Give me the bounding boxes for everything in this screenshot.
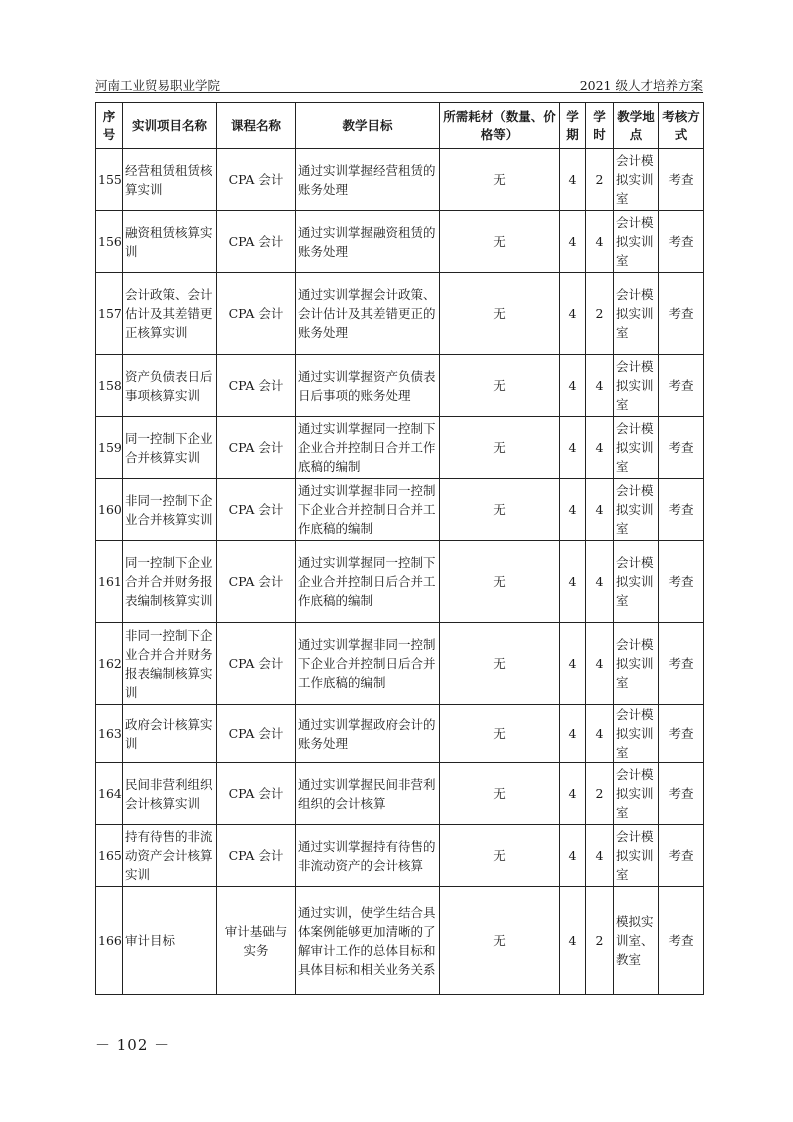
row-project-name: 政府会计核算实训 xyxy=(123,705,217,763)
row-term: 4 xyxy=(560,541,586,623)
header-col-term: 学期 xyxy=(560,103,586,149)
row-course: CPA 会计 xyxy=(217,705,296,763)
row-place: 会计模拟实训室 xyxy=(614,705,659,763)
row-place: 会计模拟实训室 xyxy=(614,149,659,211)
row-number: 159 xyxy=(96,417,123,479)
page-number: － 102 － xyxy=(95,1036,171,1054)
row-place: 模拟实训室、教室 xyxy=(614,887,659,995)
row-goal: 通过实训掌握经营租赁的账务处理 xyxy=(296,149,440,211)
row-place: 会计模拟实训室 xyxy=(614,273,659,355)
row-goal: 通过实训掌握持有待售的非流动资产的会计核算 xyxy=(296,825,440,887)
row-hours: 2 xyxy=(586,273,614,355)
row-hours: 4 xyxy=(586,623,614,705)
row-exam: 考查 xyxy=(659,355,704,417)
row-course: CPA 会计 xyxy=(217,211,296,273)
row-number: 165 xyxy=(96,825,123,887)
row-exam: 考查 xyxy=(659,479,704,541)
table-header-row xyxy=(96,103,704,149)
row-course: CPA 会计 xyxy=(217,763,296,825)
training-table xyxy=(95,102,704,995)
row-course: CPA 会计 xyxy=(217,355,296,417)
row-course: CPA 会计 xyxy=(217,623,296,705)
row-materials: 无 xyxy=(440,211,560,273)
row-number: 164 xyxy=(96,763,123,825)
row-goal: 通过实训掌握融资租赁的账务处理 xyxy=(296,211,440,273)
row-materials: 无 xyxy=(440,479,560,541)
table-row xyxy=(96,149,704,211)
row-term: 4 xyxy=(560,355,586,417)
table-row xyxy=(96,273,704,355)
row-place: 会计模拟实训室 xyxy=(614,417,659,479)
row-materials: 无 xyxy=(440,825,560,887)
row-course: CPA 会计 xyxy=(217,479,296,541)
row-course: CPA 会计 xyxy=(217,825,296,887)
row-number: 160 xyxy=(96,479,123,541)
row-term: 4 xyxy=(560,417,586,479)
row-place: 会计模拟实训室 xyxy=(614,541,659,623)
row-materials: 无 xyxy=(440,705,560,763)
row-hours: 4 xyxy=(586,417,614,479)
row-exam: 考查 xyxy=(659,211,704,273)
row-term: 4 xyxy=(560,623,586,705)
row-hours: 2 xyxy=(586,149,614,211)
row-project-name: 民间非营利组织会计核算实训 xyxy=(123,763,217,825)
row-materials: 无 xyxy=(440,623,560,705)
row-materials: 无 xyxy=(440,887,560,995)
header-school-name: 河南工业贸易职业学院 xyxy=(95,78,221,93)
row-number: 157 xyxy=(96,273,123,355)
row-exam: 考查 xyxy=(659,887,704,995)
table-row xyxy=(96,417,704,479)
table-row xyxy=(96,763,704,825)
row-number: 156 xyxy=(96,211,123,273)
row-course: CPA 会计 xyxy=(217,273,296,355)
row-project-name: 经营租赁租赁核算实训 xyxy=(123,149,217,211)
row-course: 审计基础与实务 xyxy=(217,887,296,995)
header-col-materials: 所需耗材（数量、价格等） xyxy=(440,103,560,149)
row-exam: 考查 xyxy=(659,763,704,825)
row-exam: 考查 xyxy=(659,541,704,623)
row-term: 4 xyxy=(560,825,586,887)
row-term: 4 xyxy=(560,763,586,825)
row-hours: 4 xyxy=(586,705,614,763)
row-goal: 通过实训掌握政府会计的账务处理 xyxy=(296,705,440,763)
row-term: 4 xyxy=(560,149,586,211)
row-goal: 通过实训掌握同一控制下企业合并控制日合并工作底稿的编制 xyxy=(296,417,440,479)
row-project-name: 非同一控制下企业合并核算实训 xyxy=(123,479,217,541)
row-project-name: 审计目标 xyxy=(123,887,217,995)
row-materials: 无 xyxy=(440,417,560,479)
row-place: 会计模拟实训室 xyxy=(614,211,659,273)
row-exam: 考查 xyxy=(659,825,704,887)
row-project-name: 持有待售的非流动资产会计核算实训 xyxy=(123,825,217,887)
row-project-name: 会计政策、会计估计及其差错更正核算实训 xyxy=(123,273,217,355)
row-materials: 无 xyxy=(440,763,560,825)
row-place: 会计模拟实训室 xyxy=(614,763,659,825)
row-hours: 4 xyxy=(586,825,614,887)
row-number: 158 xyxy=(96,355,123,417)
row-exam: 考查 xyxy=(659,417,704,479)
table-row xyxy=(96,479,704,541)
row-number: 162 xyxy=(96,623,123,705)
row-term: 4 xyxy=(560,211,586,273)
row-goal: 通过实训掌握资产负债表日后事项的账务处理 xyxy=(296,355,440,417)
row-term: 4 xyxy=(560,273,586,355)
row-goal: 通过实训掌握会计政策、会计估计及其差错更正的账务处理 xyxy=(296,273,440,355)
row-project-name: 非同一控制下企业合并合并财务报表编制核算实训 xyxy=(123,623,217,705)
header-col-place: 教学地点 xyxy=(614,103,659,149)
row-goal: 通过实训掌握非同一控制下企业合并控制日后合并工作底稿的编制 xyxy=(296,623,440,705)
header-col-exam: 考核方式 xyxy=(659,103,704,149)
row-number: 161 xyxy=(96,541,123,623)
row-number: 155 xyxy=(96,149,123,211)
table-row xyxy=(96,887,704,995)
table-row xyxy=(96,705,704,763)
row-project-name: 融资租赁核算实训 xyxy=(123,211,217,273)
row-hours: 4 xyxy=(586,211,614,273)
row-course: CPA 会计 xyxy=(217,417,296,479)
row-project-name: 资产负债表日后事项核算实训 xyxy=(123,355,217,417)
row-goal: 通过实训，使学生结合具体案例能够更加清晰的了解审计工作的总体目标和具体目标和相关业务关系 xyxy=(296,887,440,995)
table-row xyxy=(96,541,704,623)
table-row xyxy=(96,825,704,887)
row-materials: 无 xyxy=(440,541,560,623)
header-col-hours: 学时 xyxy=(586,103,614,149)
row-hours: 4 xyxy=(586,541,614,623)
row-exam: 考查 xyxy=(659,273,704,355)
header-col-no: 序号 xyxy=(96,103,123,149)
row-number: 163 xyxy=(96,705,123,763)
header-col-goal: 教学目标 xyxy=(296,103,440,149)
row-project-name: 同一控制下企业合并合并财务报表编制核算实训 xyxy=(123,541,217,623)
row-place: 会计模拟实训室 xyxy=(614,355,659,417)
row-materials: 无 xyxy=(440,355,560,417)
header-col-course: 课程名称 xyxy=(217,103,296,149)
row-course: CPA 会计 xyxy=(217,541,296,623)
row-exam: 考查 xyxy=(659,623,704,705)
row-hours: 2 xyxy=(586,763,614,825)
row-hours: 4 xyxy=(586,479,614,541)
row-number: 166 xyxy=(96,887,123,995)
header-plan-title: 2021 级人才培养方案 xyxy=(579,78,703,93)
row-term: 4 xyxy=(560,887,586,995)
row-course: CPA 会计 xyxy=(217,149,296,211)
row-place: 会计模拟实训室 xyxy=(614,825,659,887)
table-body xyxy=(96,149,704,995)
row-place: 会计模拟实训室 xyxy=(614,623,659,705)
row-term: 4 xyxy=(560,479,586,541)
row-exam: 考查 xyxy=(659,149,704,211)
header-col-name: 实训项目名称 xyxy=(123,103,217,149)
row-hours: 2 xyxy=(586,887,614,995)
row-goal: 通过实训掌握同一控制下企业合并控制日后合并工作底稿的编制 xyxy=(296,541,440,623)
row-exam: 考查 xyxy=(659,705,704,763)
row-materials: 无 xyxy=(440,273,560,355)
row-goal: 通过实训掌握民间非营利组织的会计核算 xyxy=(296,763,440,825)
page-header xyxy=(95,76,703,93)
row-place: 会计模拟实训室 xyxy=(614,479,659,541)
row-goal: 通过实训掌握非同一控制下企业合并控制日合并工作底稿的编制 xyxy=(296,479,440,541)
table-row xyxy=(96,211,704,273)
row-term: 4 xyxy=(560,705,586,763)
row-materials: 无 xyxy=(440,149,560,211)
table-row xyxy=(96,355,704,417)
row-hours: 4 xyxy=(586,355,614,417)
row-project-name: 同一控制下企业合并核算实训 xyxy=(123,417,217,479)
table-row xyxy=(96,623,704,705)
